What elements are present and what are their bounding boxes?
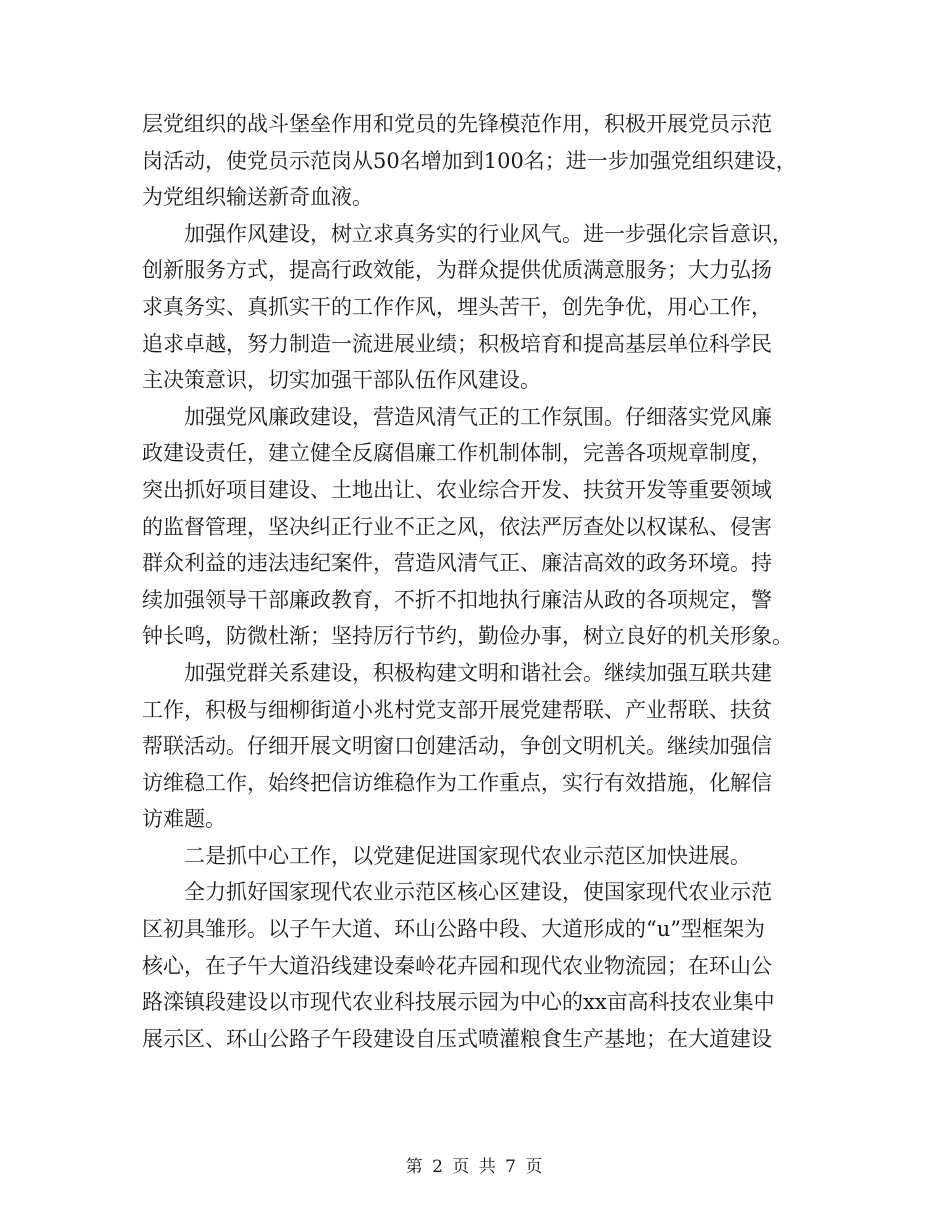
page-number-footer: 第 2 页 共 7 页: [405, 1157, 545, 1177]
text-line: 群众利益的违法违纪案件，营造风清气正、廉洁高效的政务环境。持: [142, 551, 772, 576]
text-line: 二是抓中心工作，以党建促进国家现代农业示范区加快进展。: [142, 843, 751, 868]
text-line: 政建设责任，建立健全反腐倡廉工作机制体制，完善各项规章制度，: [142, 441, 772, 466]
text-line: 续加强领导干部廉政教育，不折不扣地执行廉洁从政的各项规定，警: [142, 587, 772, 612]
document-body: [142, 106, 810, 1057]
text-line: 访难题。: [142, 807, 226, 832]
text-line: 岗活动，使党员示范岗从50名增加到100名；进一步加强党组织建设，: [142, 148, 797, 173]
text-line: 核心，在子午大道沿线建设秦岭花卉园和现代农业物流园；在环山公: [142, 953, 772, 978]
text-line: 为党组织输送新奇血液。: [142, 185, 373, 210]
text-line: 突出抓好项目建设、土地出让、农业综合开发、扶贫开发等重要领域: [142, 477, 772, 502]
text-line: 钟长鸣，防微杜渐；坚持厉行节约，勤俭办事，树立良好的机关形象。: [142, 624, 793, 649]
text-line: 加强作风建设，树立求真务实的行业风气。进一步强化宗旨意识，: [142, 221, 793, 246]
text-line: 的监督管理，坚决纠正行业不正之风，依法严厉查处以权谋私、侵害: [142, 514, 772, 539]
text-line: 全力抓好国家现代农业示范区核心区建设，使国家现代农业示范: [142, 880, 772, 905]
text-line: 帮联活动。仔细开展文明窗口创建活动，争创文明机关。继续加强信: [142, 734, 772, 759]
text-line: 创新服务方式，提高行政效能，为群众提供优质满意服务；大力弘扬: [142, 258, 772, 283]
text-line: 访维稳工作，始终把信访维稳作为工作重点，实行有效措施，化解信: [142, 770, 772, 795]
text-line: 层党组织的战斗堡垒作用和党员的先锋模范作用，积极开展党员示范: [142, 112, 772, 136]
text-line: 工作，积极与细柳街道小兆村党支部开展党建帮联、产业帮联、扶贫: [142, 697, 772, 722]
text-line: 加强党群关系建设，积极构建文明和谐社会。继续加强互联共建: [142, 660, 772, 685]
text-line: 求真务实、真抓实干的工作作风，埋头苦干，创先争优，用心工作，: [142, 294, 772, 319]
text-line: 展示区、环山公路子午段建设自压式喷灌粮食生产基地；在大道建设: [142, 1026, 772, 1051]
text-line: 路滦镇段建设以市现代农业科技展示园为中心的xx亩高科技农业集中: [142, 990, 775, 1015]
text-line: 加强党风廉政建设，营造风清气正的工作氛围。仔细落实党风廉: [142, 404, 772, 429]
text-line: 追求卓越，努力制造一流进展业绩；积极培育和提高基层单位科学民: [142, 331, 772, 356]
text-line: 区初具雏形。以子午大道、环山公路中段、大道形成的“u”型框架为: [142, 917, 765, 942]
text-line: 主决策意识，切实加强干部队伍作风建设。: [142, 368, 541, 393]
